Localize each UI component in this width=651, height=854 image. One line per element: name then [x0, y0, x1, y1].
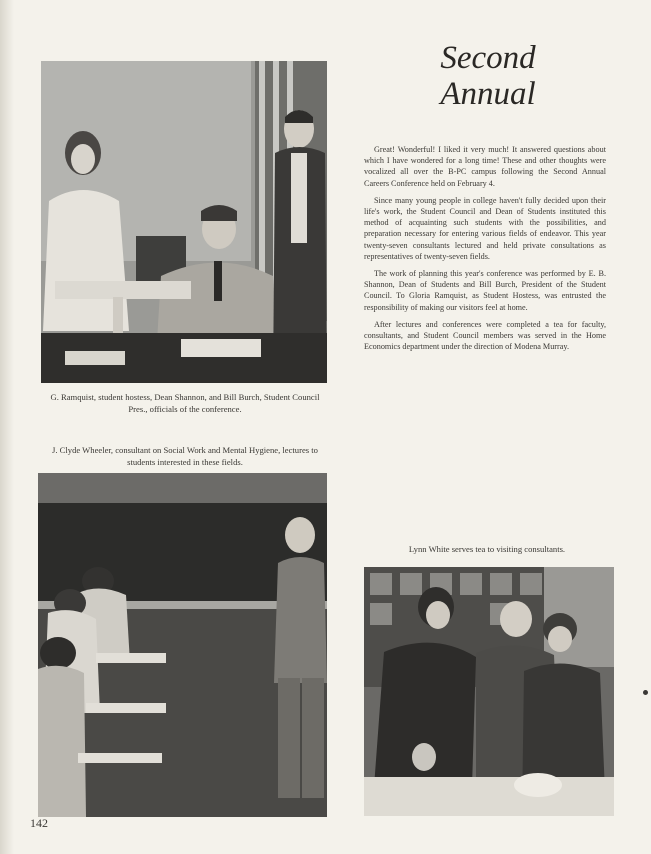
- photo-tea: [364, 567, 614, 816]
- caption-officials: G. Ramquist, student hostess, Dean Shannon, and Bill Burch, Student Council Pres., officials of the conference.: [50, 392, 320, 414]
- page-title: [388, 40, 588, 112]
- photo-tea-image: [364, 567, 614, 816]
- photo-officials-image: [41, 61, 327, 383]
- title-line-2: Annual: [440, 76, 536, 112]
- page-binding-shadow: [0, 0, 14, 854]
- photo-conference-officials: [41, 61, 327, 383]
- title-line-1: Second: [440, 40, 536, 76]
- page-number: 142: [30, 816, 48, 830]
- photo-lecture: [38, 473, 327, 817]
- caption-lecture: J. Clyde Wheeler, consultant on Social Work and Mental Hygiene, lectures to students interested in these fields.: [52, 445, 318, 467]
- article-paragraph: The work of planning this year's conference was performed by E. B. Shannon, Dean of Students and Bill Burch, President of the Student Council. To Gloria Ramquist, as Student Hostess, was entrusted the responsibility of making our visitors feel at home.: [364, 269, 606, 312]
- photo-lecture-image: [38, 473, 327, 817]
- binding-hole: [643, 690, 648, 695]
- article-paragraph: After lectures and conferences were completed a tea for faculty, consultants, and Student Council members was served in the Home Economics department under the direction of Modena Murray.: [364, 319, 606, 352]
- article-paragraph: Since many young people in college haven't fully decided upon their life's work, the Student Council and Dean of Students instituted this method of acquainting such students with the possibilities, and preparation necessary for entering various fields of endeavor. This year twenty-seven consultants lectured and held private consultations as representatives of twenty-seven fields.: [364, 195, 606, 261]
- article-body: [364, 144, 606, 358]
- article-paragraph: Great! Wonderful! I liked it very much! It answered questions about which I have wondered for a long time! These and other thoughts were vocalized all over the B-PC campus following the Second Annual Careers Conference held on February 4.: [364, 145, 606, 188]
- caption-tea: Lynn White serves tea to visiting consultants.: [408, 544, 566, 554]
